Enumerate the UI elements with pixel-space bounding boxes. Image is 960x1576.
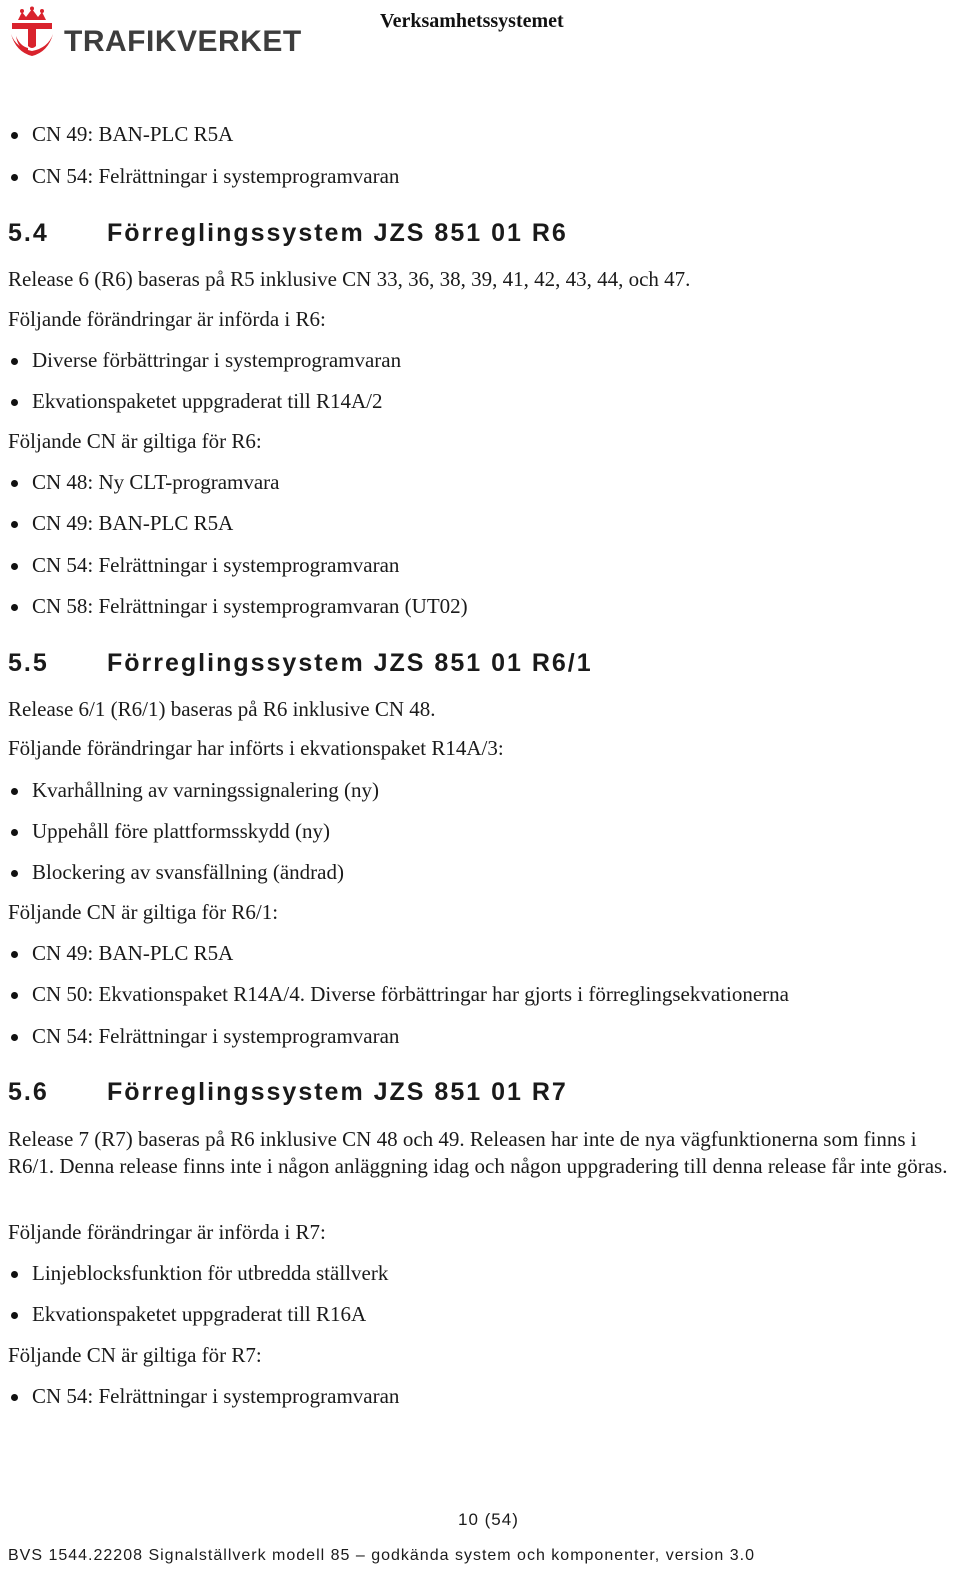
bullet-icon: [11, 870, 18, 877]
bullet-icon: [11, 174, 18, 181]
logo-wordmark: TRAFIKVERKET: [64, 25, 302, 58]
cn-intro: Följande CN är giltiga för R7:: [8, 1343, 262, 1367]
cn-intro: Följande CN är giltiga för R6:: [8, 429, 262, 453]
bullet-icon: [11, 358, 18, 365]
bullet-icon: [11, 604, 18, 611]
changes-intro: Följande förändringar har införts i ekvationspaket R14A/3:: [8, 736, 504, 760]
changes-intro: Följande förändringar är införda i R6:: [8, 307, 326, 331]
bullet-icon: [11, 563, 18, 570]
bullet-icon: [11, 1312, 18, 1319]
section-title: Förreglingssystem JZS 851 01 R6/1: [107, 649, 593, 677]
trafikverket-logo: [8, 6, 302, 62]
section-title: Förreglingssystem JZS 851 01 R7: [107, 1078, 568, 1106]
section-title: Förreglingssystem JZS 851 01 R6: [107, 219, 568, 247]
bullet-icon: [11, 521, 18, 528]
bullet-icon: [11, 132, 18, 139]
page-number: 10 (54): [458, 1510, 519, 1529]
section-number: 5.6: [8, 1078, 49, 1106]
cn-intro: Följande CN är giltiga för R6/1:: [8, 900, 279, 924]
header-title: Verksamhetssystemet: [380, 10, 564, 32]
bullet-icon: [11, 788, 18, 795]
bullet-icon: [11, 480, 18, 487]
trafikverket-emblem-icon: [8, 6, 56, 62]
release-paragraph: Release 6 (R6) baseras på R5 inklusive CN 33, 36, 38, 39, 41, 42, 43, 44, och 47.: [8, 267, 691, 291]
bullet-icon: [11, 829, 18, 836]
bullet-icon: [11, 399, 18, 406]
section-number: 5.4: [8, 219, 49, 247]
bullet-icon: [11, 1271, 18, 1278]
release-paragraph: Release 6/1 (R6/1) baseras på R6 inklusive CN 48.: [8, 697, 436, 721]
bullet-icon: [11, 951, 18, 958]
section-number: 5.5: [8, 649, 49, 677]
bullet-icon: [11, 1034, 18, 1041]
document-footer: BVS 1544.22208 Signalställverk modell 85 – godkända system och komponenter, version 3.0: [8, 1547, 755, 1564]
release-paragraph: Release 7 (R7) baseras på R6 inklusive CN 48 och 49. Releasen har inte de nya vägfunktionerna som finns i R6/1. Denna release finns inte i någon anläggning idag och någon uppgradering till denna release får inte göras.: [8, 1127, 948, 1178]
bullet-icon: [11, 992, 18, 999]
changes-intro: Följande förändringar är införda i R7:: [8, 1220, 326, 1244]
bullet-icon: [11, 1394, 18, 1401]
